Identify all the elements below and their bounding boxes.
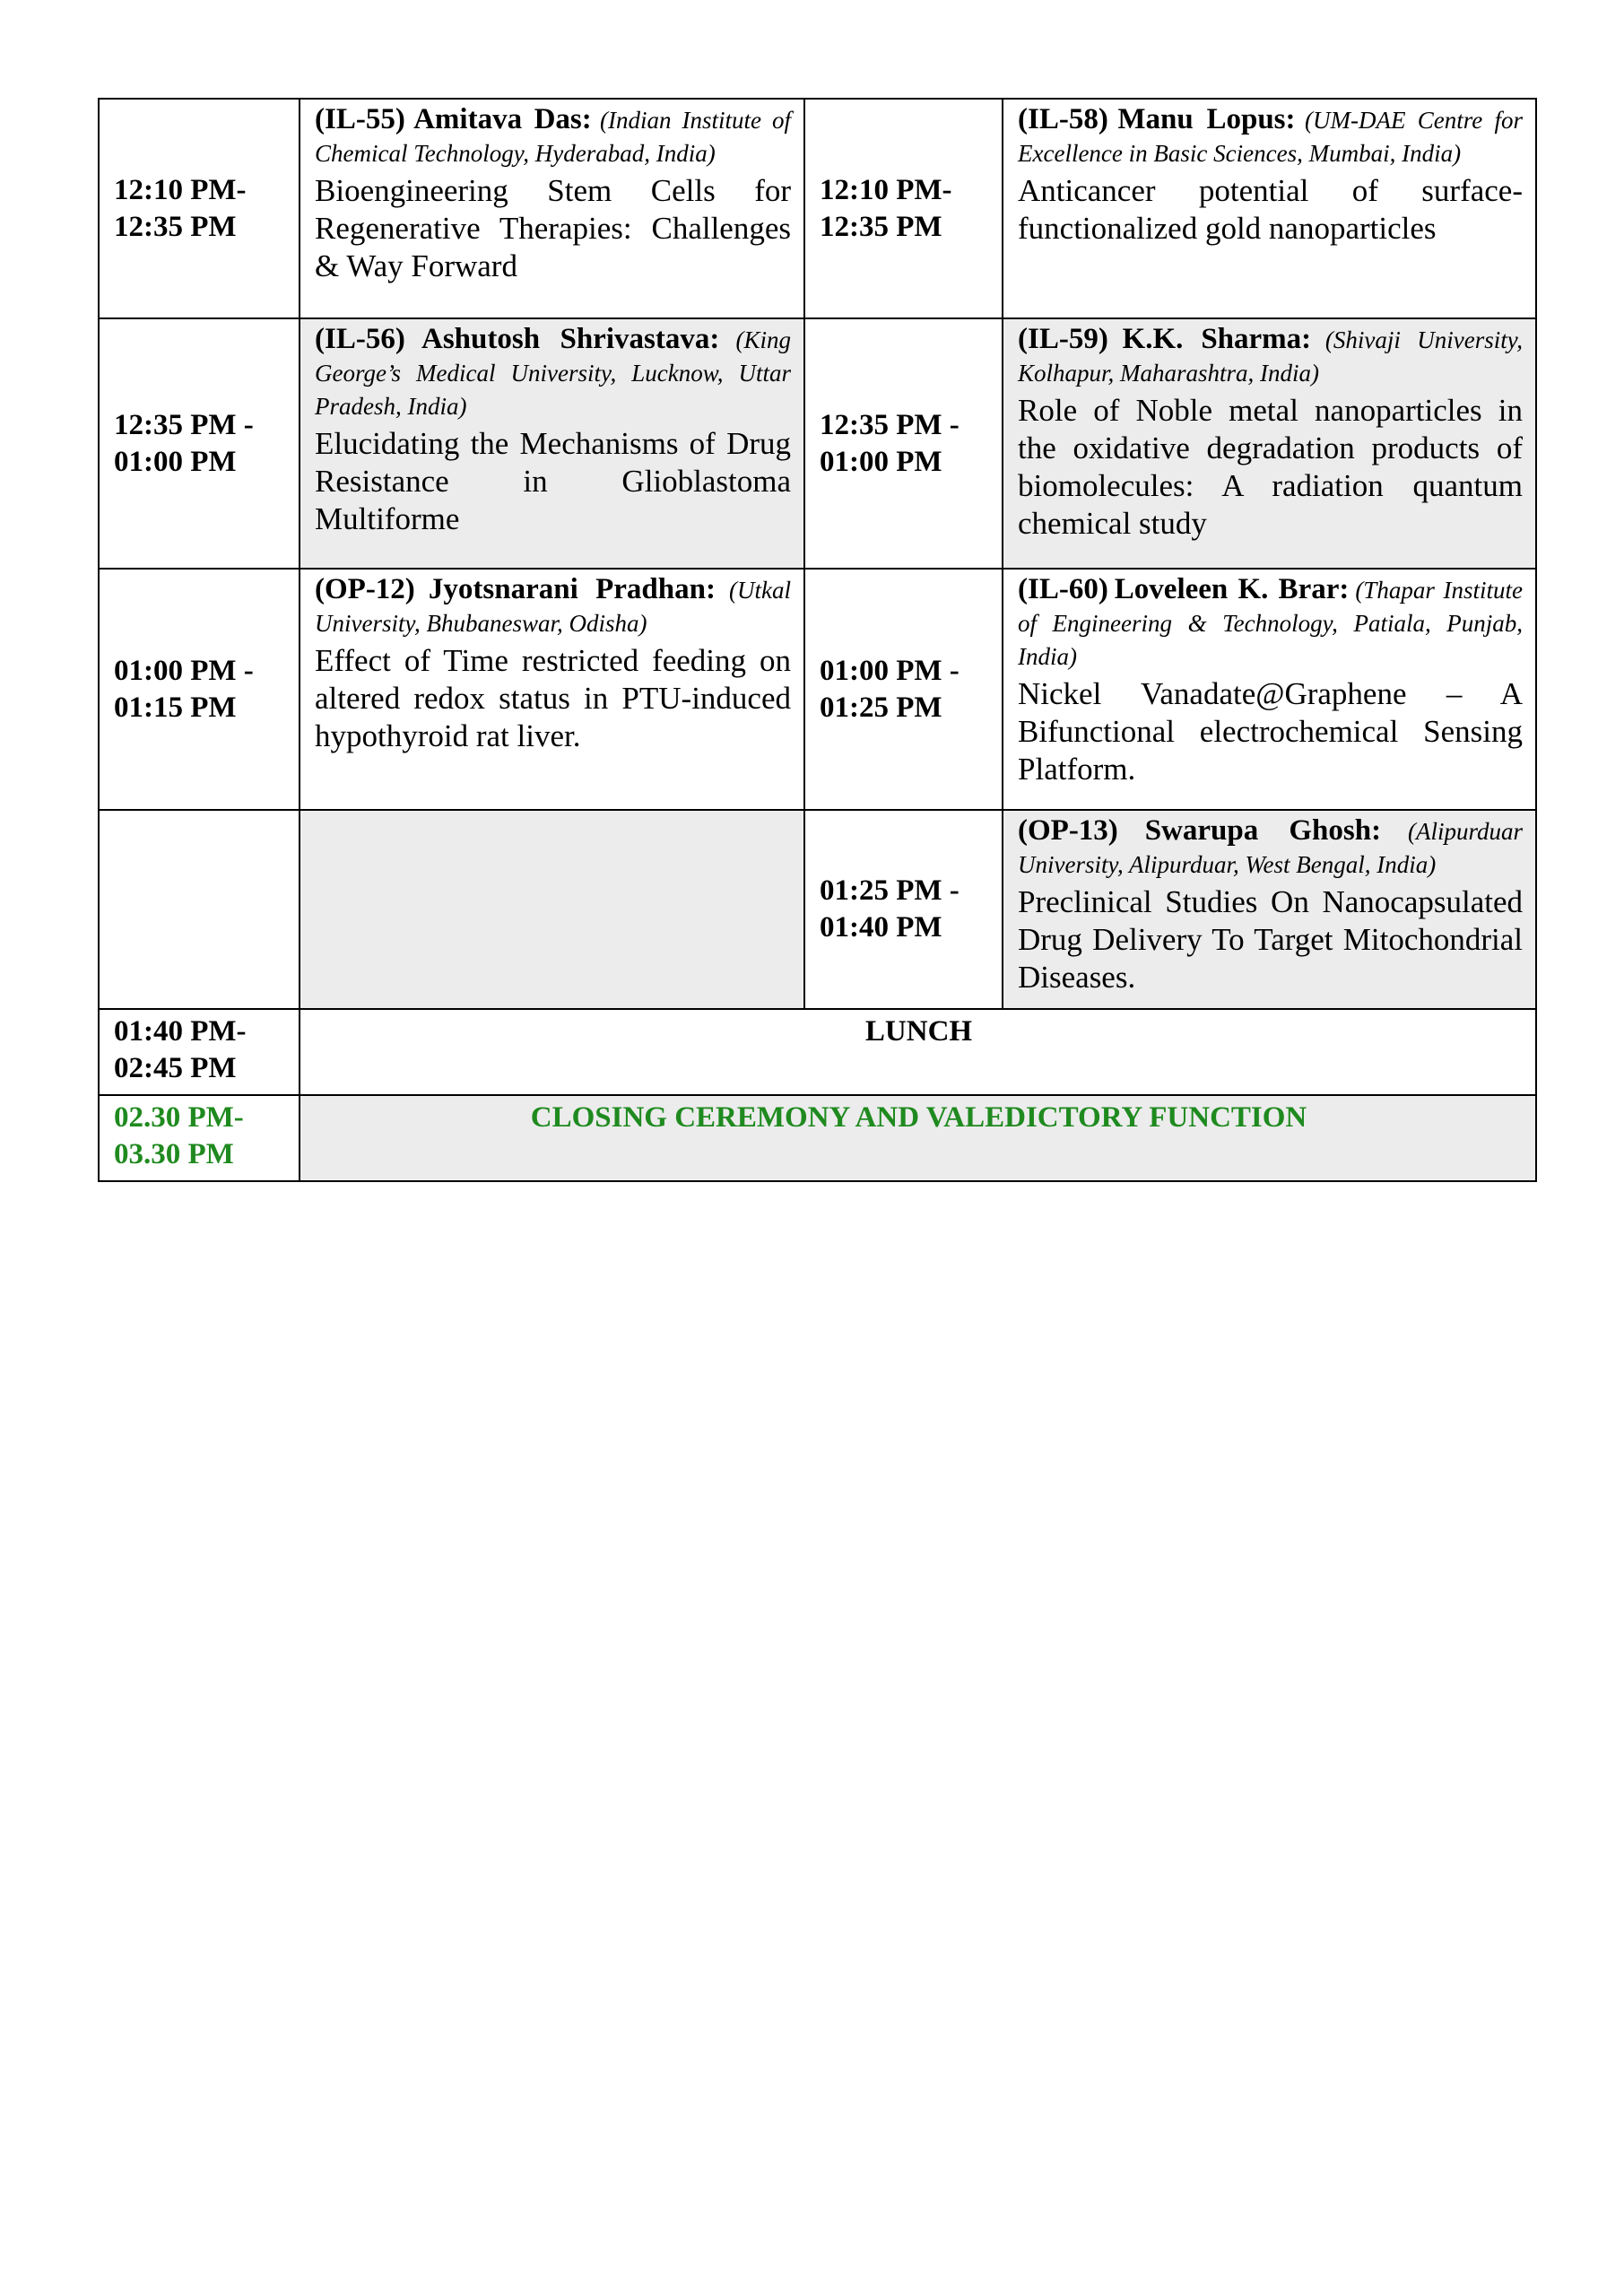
time-text: 02.30 PM- 03.30 PM (114, 1101, 244, 1170)
talk-header (1018, 325, 1523, 392)
talk-title: Bioengineering Stem Cells for Regenerative Therapies: Challenges & Way Forward (315, 173, 791, 283)
speaker-affiliation: (Indian Institute of Chemical Technology, Hyderabad, India) (315, 107, 792, 167)
speaker-name: Swarupa Ghosh: (1144, 814, 1382, 847)
talk-header (315, 575, 791, 642)
time-slot-right (804, 569, 1003, 810)
closing-time (99, 1095, 300, 1181)
talk-header (315, 325, 791, 425)
talk-code: (IL-56) (315, 323, 405, 355)
speaker-name: Jyotsnarani Pradhan: (428, 573, 716, 605)
talk-title: Effect of Time restricted feeding on altered redox status in PTU-induced hypothyroid rat liver. (315, 643, 791, 753)
time-slot-right (804, 810, 1003, 1009)
closing-row (99, 1095, 1536, 1181)
time-text: 01:25 PM - 01:40 PM (820, 874, 960, 944)
speaker-affiliation: (UM-DAE Centre for Excellence in Basic Sciences, Mumbai, India) (1018, 107, 1524, 167)
time-slot-left (99, 318, 300, 569)
talk-title: Role of Noble metal nanoparticles in the oxidative degradation products of biomolecules: A radiation quantum chemical study (1018, 393, 1523, 541)
speaker-name: K.K. Sharma: (1122, 323, 1312, 355)
time-slot-left (99, 99, 300, 318)
talk-cell-left-empty (300, 810, 804, 1009)
time-text: 12:10 PM- 12:35 PM (820, 173, 952, 243)
time-slot-left (99, 569, 300, 810)
talk-cell-left (300, 569, 804, 810)
time-text: 01:40 PM- 02:45 PM (114, 1015, 247, 1084)
time-text: 01:00 PM - 01:15 PM (114, 654, 254, 724)
talk-title: Elucidating the Mechanisms of Drug Resistance in Glioblastoma Multiforme (315, 426, 791, 536)
speaker-affiliation: (Thapar Institute of Engineering & Technology, Patiala, Punjab, India) (1018, 577, 1524, 670)
talk-code: (IL-59) (1018, 323, 1108, 355)
talk-code: (IL-55) (315, 103, 405, 135)
table-row (99, 810, 1536, 1009)
lunch-label: LUNCH (300, 1009, 1536, 1095)
talk-title: Preclinical Studies On Nanocapsulated Drug Delivery To Target Mitochondrial Diseases. (1018, 884, 1523, 995)
time-slot-right (804, 318, 1003, 569)
lunch-time (99, 1009, 300, 1095)
table-row (99, 99, 1536, 318)
table-row (99, 569, 1536, 810)
talk-cell-right (1003, 318, 1536, 569)
speaker-name: Ashutosh Shrivastava: (421, 323, 720, 355)
speaker-name: Manu Lopus: (1117, 103, 1296, 135)
time-text: 12:10 PM- 12:35 PM (114, 173, 247, 243)
talk-header (1018, 816, 1523, 883)
speaker-name: Amitava Das: (413, 103, 592, 135)
talk-cell-left (300, 99, 804, 318)
speaker-affiliation: (Alipurduar University, Alipurduar, West Bengal, India) (1018, 818, 1524, 878)
time-slot-right (804, 99, 1003, 318)
talk-title: Nickel Vanadate@Graphene – A Bifunctional electrochemical Sensing Platform. (1018, 676, 1523, 787)
table-row (99, 318, 1536, 569)
talk-code: (OP-12) (315, 573, 415, 605)
talk-cell-right (1003, 810, 1536, 1009)
talk-code: (IL-60) (1018, 573, 1108, 605)
talk-header (315, 105, 791, 172)
schedule-table (98, 98, 1537, 1182)
speaker-name: Loveleen K. Brar: (1114, 573, 1350, 605)
speaker-affiliation: (King George’s Medical University, Lucknow, Uttar Pradesh, India) (315, 326, 792, 420)
time-text: 12:35 PM - 01:00 PM (820, 408, 960, 478)
speaker-affiliation: (Shivaji University, Kolhapur, Maharashtra, India) (1018, 326, 1524, 387)
closing-ceremony-label: CLOSING CEREMONY AND VALEDICTORY FUNCTION (300, 1095, 1536, 1181)
time-text: 01:00 PM - 01:25 PM (820, 654, 960, 724)
talk-header (1018, 575, 1523, 675)
talk-cell-left (300, 318, 804, 569)
talk-header (1018, 105, 1523, 172)
talk-code: (IL-58) (1018, 103, 1108, 135)
time-text: 12:35 PM - 01:00 PM (114, 408, 254, 478)
talk-cell-right (1003, 569, 1536, 810)
talk-title: Anticancer potential of surface-functionalized gold nanoparticles (1018, 173, 1523, 246)
time-slot-left-empty (99, 810, 300, 1009)
speaker-affiliation: (Utkal University, Bhubaneswar, Odisha) (315, 577, 792, 637)
lunch-row (99, 1009, 1536, 1095)
talk-cell-right (1003, 99, 1536, 318)
talk-code: (OP-13) (1018, 814, 1118, 847)
